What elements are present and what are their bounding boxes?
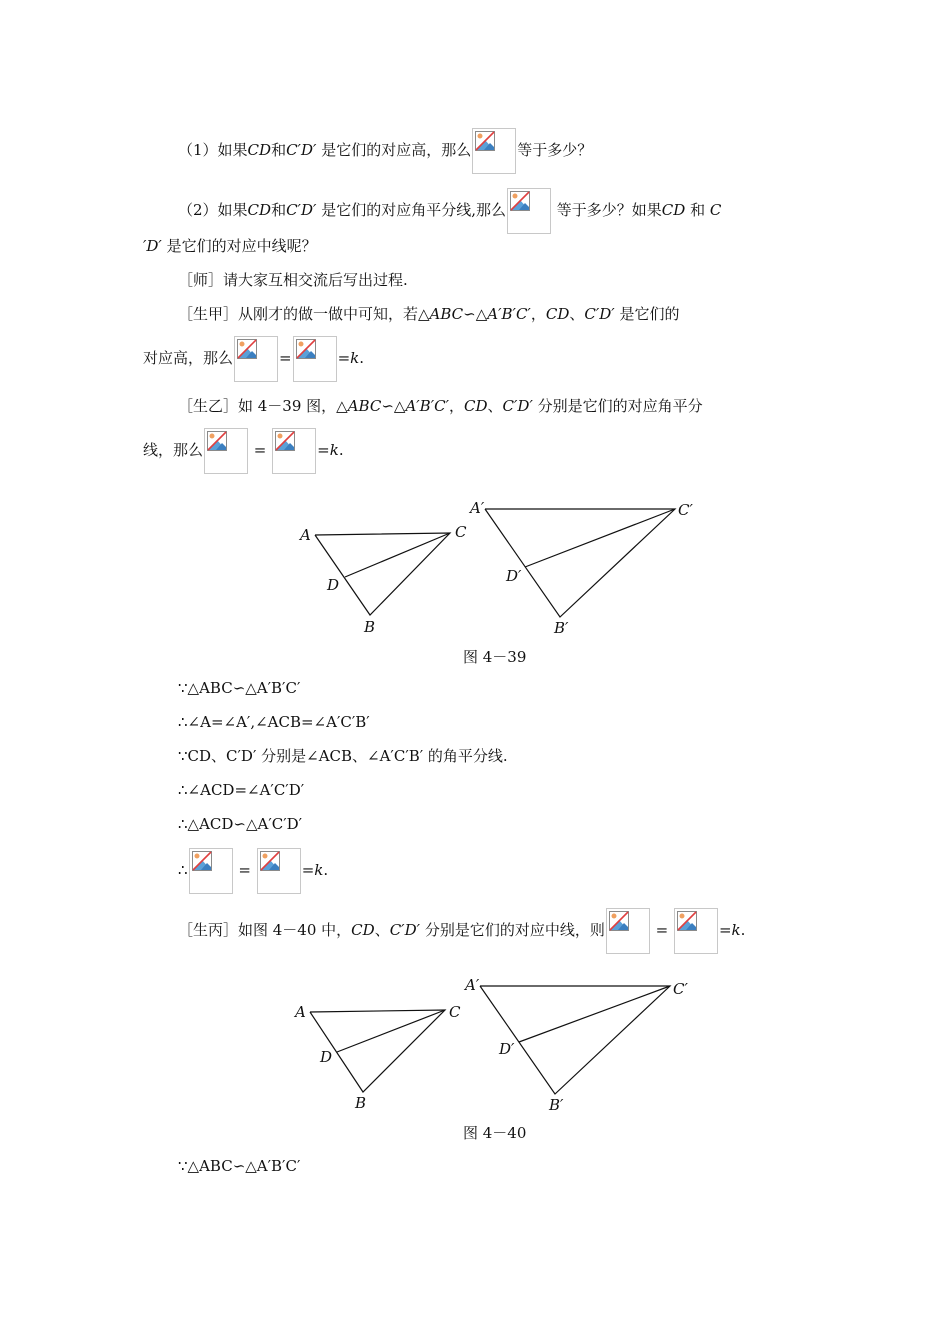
label-a: A bbox=[295, 1003, 306, 1021]
student-bing-line: ［生丙］如图 4－40 中，CD、C′D′ 分别是它们的对应中线，则 = =k. bbox=[178, 908, 745, 954]
broken-image-icon bbox=[192, 851, 212, 871]
segment-cd-prime bbox=[519, 986, 670, 1042]
proof2-line-1: ∵△ABC∽△A′B′C′ bbox=[178, 1157, 301, 1175]
broken-image-icon bbox=[510, 191, 530, 211]
figure-caption-4-40: 图 4－40 bbox=[463, 1124, 527, 1142]
label-b-prime: B′ bbox=[554, 619, 569, 637]
question-2-line-2: ′D′ 是它们的对应中线呢？ bbox=[143, 237, 317, 255]
broken-image-icon bbox=[609, 911, 629, 931]
label-c-prime: C′ bbox=[678, 501, 693, 519]
proof1-conclusion: ∴ = =k. bbox=[178, 848, 328, 894]
broken-image-icon bbox=[237, 339, 257, 359]
label-c: C bbox=[455, 523, 467, 541]
question-2-line-1: （2）如果CD和C′D′ 是它们的对应角平分线,那么 等于多少？如果CD 和 C bbox=[178, 188, 721, 234]
student-jia-line-1: ［生甲］从刚才的做一做中可知，若△ABC∽△A′B′C′，CD、C′D′ 是它们的 bbox=[178, 305, 680, 323]
student-yi-line-2: 线，那么 = =k. bbox=[143, 428, 344, 474]
formula-image-placeholder bbox=[272, 428, 316, 474]
teacher-line: ［师］请大家互相交流后写出过程. bbox=[178, 271, 408, 289]
label-c: C bbox=[449, 1003, 461, 1021]
segment-cd bbox=[337, 1010, 445, 1052]
proof1-line-1: ∵△ABC∽△A′B′C′ bbox=[178, 679, 301, 697]
formula-image-placeholder bbox=[204, 428, 248, 474]
figure-caption-4-39: 图 4－39 bbox=[463, 648, 527, 666]
formula-image-placeholder bbox=[234, 336, 278, 382]
label-a-prime: A′ bbox=[470, 499, 485, 517]
student-yi-line-1: ［生乙］如 4－39 图，△ABC∽△A′B′C′，CD、C′D′ 分别是它们的对应角平分 bbox=[178, 397, 703, 415]
label-b-prime: B′ bbox=[549, 1096, 564, 1114]
student-jia-line-2: 对应高，那么 = =k. bbox=[143, 336, 364, 382]
label-d: D bbox=[327, 576, 340, 594]
broken-image-icon bbox=[296, 339, 316, 359]
formula-image-placeholder bbox=[674, 908, 718, 954]
broken-image-icon bbox=[677, 911, 697, 931]
triangle-abc bbox=[315, 533, 450, 615]
label-d: D bbox=[320, 1048, 333, 1066]
broken-image-icon bbox=[207, 431, 227, 451]
figure-4-40 bbox=[285, 972, 715, 1126]
triangle-abc-prime bbox=[485, 509, 675, 617]
formula-image-placeholder bbox=[257, 848, 301, 894]
label-a-prime: A′ bbox=[465, 976, 480, 994]
label-a: A bbox=[300, 526, 311, 544]
label-b: B bbox=[364, 618, 376, 636]
formula-image-placeholder bbox=[472, 128, 516, 174]
label-d-prime: D′ bbox=[499, 1040, 515, 1058]
broken-image-icon bbox=[260, 851, 280, 871]
proof1-line-3: ∵CD、C′D′ 分别是∠ACB、∠A′C′B′ 的角平分线. bbox=[178, 747, 508, 765]
proof1-line-2: ∴∠A=∠A′,∠ACB=∠A′C′B′ bbox=[178, 713, 370, 731]
segment-cd bbox=[345, 533, 450, 577]
figure-4-39 bbox=[290, 495, 710, 649]
formula-image-placeholder bbox=[507, 188, 551, 234]
label-d-prime: D′ bbox=[506, 567, 522, 585]
broken-image-icon bbox=[475, 131, 495, 151]
label-b: B bbox=[355, 1094, 367, 1112]
label-c-prime: C′ bbox=[673, 980, 688, 998]
question-1: （1）如果CD和C′D′ 是它们的对应高，那么 等于多少？ bbox=[178, 128, 592, 174]
formula-image-placeholder bbox=[189, 848, 233, 894]
formula-image-placeholder bbox=[293, 336, 337, 382]
segment-cd-prime bbox=[525, 509, 675, 567]
broken-image-icon bbox=[275, 431, 295, 451]
proof1-line-5: ∴△ACD∽△A′C′D′ bbox=[178, 815, 303, 833]
formula-image-placeholder bbox=[606, 908, 650, 954]
proof1-line-4: ∴∠ACD=∠A′C′D′ bbox=[178, 781, 305, 799]
